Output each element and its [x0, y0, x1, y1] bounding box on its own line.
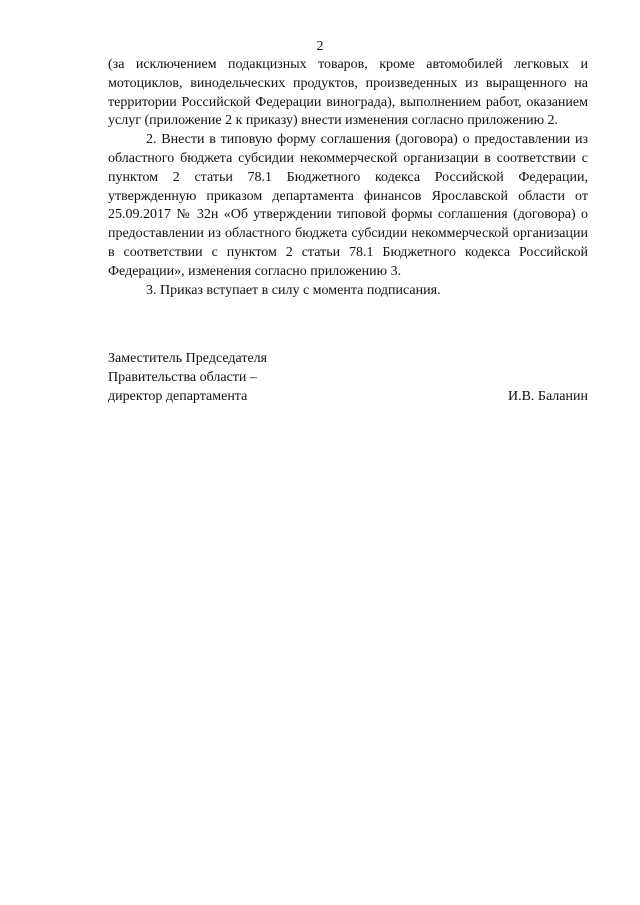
signatory-title-line-2: Правительства области –	[108, 369, 257, 385]
page-number: 2	[316, 39, 324, 54]
paragraph-item-3: 3. Приказ вступает в силу с момента подписания.	[146, 282, 441, 298]
signature-block	[108, 350, 588, 406]
signatory-title-line-1: Заместитель Председателя	[108, 351, 268, 366]
document-body	[108, 56, 588, 300]
paragraph-continuation: (за исключением подакцизных товаров, кроме автомобилей легковых и мотоциклов, винодельческих продуктов, произведенных из выращенного на территории Российской Федерации винограда), выполнением работ, оказанием услуг (приложение 2 к приказу) внести изменения согласно приложению 2.	[108, 57, 588, 129]
paragraph-item-2: 2. Внести в типовую форму соглашения (договора) о предоставлении из областного бюджета субсидии некоммерческой организации в соответствии с пунктом 2 статьи 78.1 Бюджетного кодекса Российской Федерации, утвержденную приказом департамента финансов Ярославской области от 25.09.2017 № 32н «Об утверждении типовой формы соглашения (договора) о предоставлении из областного бюджета субсидии некоммерческой организации в соответствии с пунктом 2 статьи 78.1 Бюджетного кодекса Российской Федерации», изменения согласно приложению 3.	[108, 132, 588, 279]
signatory-name: И.В. Баланин	[507, 388, 588, 404]
signatory-title-line-3: директор департамента	[108, 388, 248, 404]
signatory-row	[108, 388, 588, 407]
